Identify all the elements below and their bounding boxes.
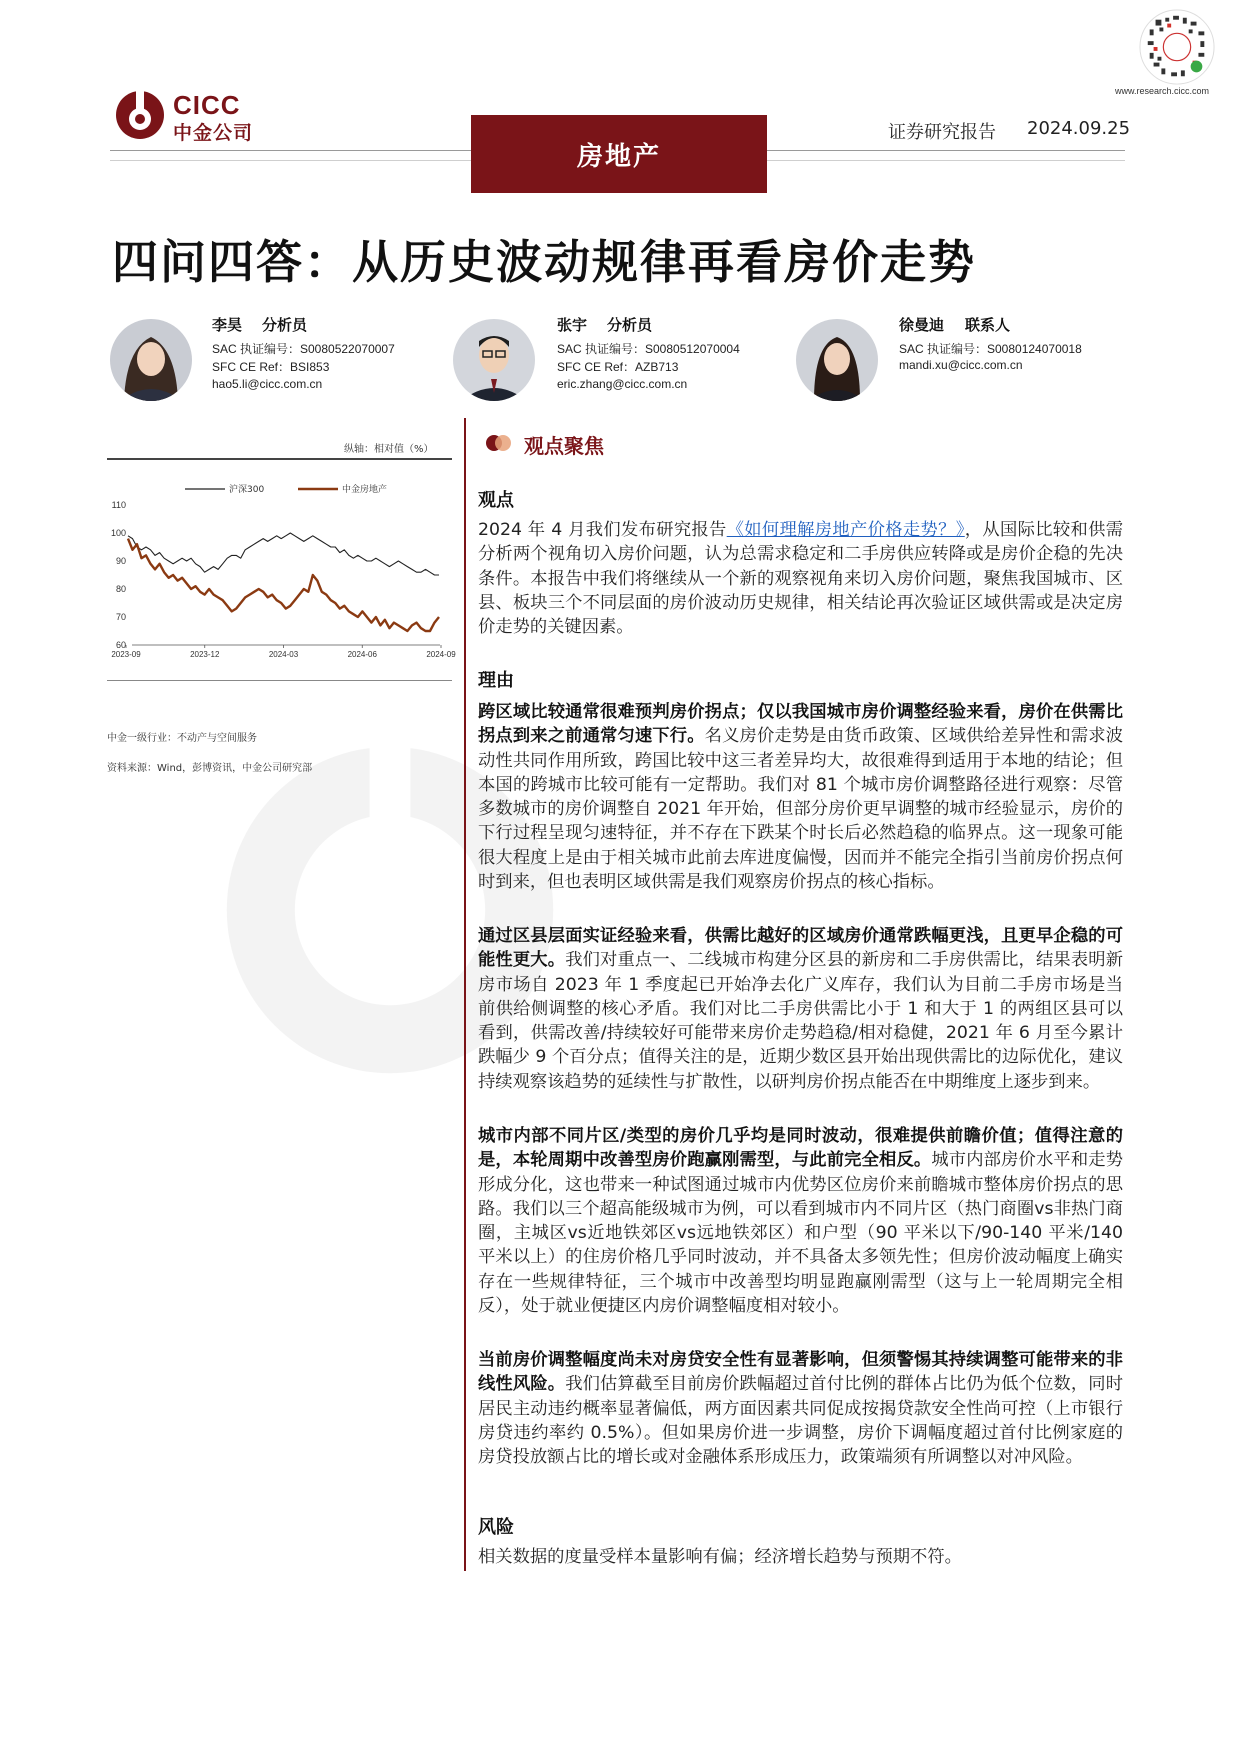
reason-paragraph-1 bbox=[478, 700, 1123, 894]
x-tick-label: 2024-09 bbox=[426, 650, 456, 659]
reason-paragraph-2 bbox=[478, 924, 1123, 1094]
author-2-role: 分析员 bbox=[607, 316, 653, 334]
author-1-name: 李昊 bbox=[212, 316, 243, 334]
x-tick-label: 2023-09 bbox=[111, 650, 141, 659]
author-1-email[interactable]: hao5.li@cicc.com.cn bbox=[212, 377, 323, 391]
y-tick-label: 70 bbox=[115, 612, 126, 622]
y-tick-label: 90 bbox=[115, 556, 126, 566]
reason-heading: 理由 bbox=[478, 670, 514, 691]
column-divider bbox=[464, 418, 466, 1571]
author-3-sac: SAC 执证编号：S0080124070018 bbox=[899, 342, 1082, 356]
author-1-sac: SAC 执证编号：S0080522070007 bbox=[212, 342, 395, 356]
author-1-role: 分析员 bbox=[262, 316, 308, 334]
y-tick-label: 100 bbox=[110, 528, 126, 538]
risk-heading: 风险 bbox=[478, 1517, 514, 1538]
author-2-email[interactable]: eric.zhang@cicc.com.cn bbox=[557, 377, 688, 391]
x-tick-label: 2024-03 bbox=[268, 650, 299, 659]
report-link[interactable]: 《如何理解房地产价格走势？》 bbox=[726, 520, 965, 540]
author-3-email[interactable]: mandi.xu@cicc.com.cn bbox=[899, 358, 1023, 372]
avatar-author-1 bbox=[110, 319, 192, 401]
reason-paragraph-3 bbox=[478, 1124, 1123, 1318]
chart-bottom-rule bbox=[107, 680, 452, 681]
focus-section-icon bbox=[484, 434, 512, 452]
author-1-sfc: SFC CE Ref：BSI853 bbox=[212, 360, 330, 374]
reason-4-lead: 当前房价调整幅度尚未对房贷安全性有显著影响，但须警惕其持续调整可能带来的非线性风险。 bbox=[478, 1350, 1123, 1395]
viewpoint-heading: 观点 bbox=[478, 490, 514, 511]
risk-paragraph: 相关数据的度量受样本量影响有偏；经济增长趋势与预期不符。 bbox=[478, 1547, 962, 1567]
logo-text-cn: 中金公司 bbox=[173, 122, 254, 144]
qr-url[interactable]: www.research.cicc.com bbox=[1115, 86, 1210, 96]
series-line-csi300 bbox=[128, 533, 439, 575]
reason-2-body: 我们对重点一、二线城市构建分区县的新房和二手房供需比，结果表明新房市场自 2023 年 1 季度起已开始净去化广义库存，我们认为目前二手房市场是当前供给侧调整的核心矛盾。我们对比二手房供需比小于 1 和大于 1 的两组区县可以看到，供需改善/持续较好可能带来房价走势趋稳/相对稳健，2021 年 6 月至今累计跌幅少 9 个百分点；值得关注的是，近期少数区县开始出现供需比的边际优化，建议持续观察该趋势的延续性与扩散性，以研判房价拐点能否在中期维度上逐步到来。 bbox=[478, 950, 1123, 1092]
reason-2-lead: 通过区县层面实证经验来看，供需比越好的区域房价通常跌幅更浅，且更早企稳的可能性更大。 bbox=[478, 926, 1123, 971]
sector-badge: 房地产 bbox=[471, 115, 767, 193]
avatar-author-3 bbox=[796, 319, 878, 401]
cicc-logo-icon bbox=[115, 90, 165, 140]
viewpoint-text-pre: 2024 年 4 月我们发布研究报告 bbox=[478, 520, 727, 540]
chart-top-rule bbox=[107, 458, 452, 460]
report-date: 2024.09.25 bbox=[1027, 118, 1131, 139]
reason-paragraph-4 bbox=[478, 1348, 1123, 1469]
relative-performance-chart bbox=[100, 470, 460, 675]
author-3-name: 徐曼迪 bbox=[899, 316, 945, 334]
reason-3-body: 城市内部房价水平和走势形成分化，这也带来一种试图通过城市内优势区位房价来前瞻城市整体房价拐点的思路。我们以三个超高能级城市为例，可以看到城市内不同片区（热门商圈vs非热门商圈，主城区vs近地铁郊区vs远地铁郊区）和户型（90 平米以下/90-140 平米/140 平米以上）的住房价格几乎同时波动，并不具备太多领先性；但房价波动幅度上确实存在一些规律特征，三个城市中改善型均明显跑赢刚需型（这与上一轮周期完全相反），处于就业便捷区内房价调整幅度相对较小。 bbox=[478, 1150, 1123, 1317]
reason-3-lead: 城市内部不同片区/类型的房价几乎均是同时波动，很难提供前瞻价值；值得注意的是，本轮周期中改善型房价跑赢刚需型，与此前完全相反。 bbox=[478, 1126, 1123, 1171]
logo-text-en: CICC bbox=[173, 90, 241, 120]
x-tick-label: 2024-06 bbox=[347, 650, 377, 659]
author-2-sac: SAC 执证编号：S0080512070004 bbox=[557, 342, 740, 356]
chart-unit-label: 纵轴：相对值（%） bbox=[344, 444, 434, 455]
y-tick-label: 80 bbox=[115, 584, 126, 594]
report-type: 证券研究报告 bbox=[888, 122, 996, 143]
industry-note: 中金一级行业：不动产与空间服务 bbox=[107, 733, 257, 744]
focus-section-title: 观点聚焦 bbox=[524, 434, 604, 458]
author-3-role: 联系人 bbox=[965, 316, 1011, 334]
avatar-author-2 bbox=[453, 319, 535, 401]
report-title: 四问四答：从历史波动规律再看房价走势 bbox=[112, 235, 976, 289]
source-note: 资料来源：Wind，彭博资讯，中金公司研究部 bbox=[107, 763, 313, 774]
reason-1-lead: 跨区域比较通常很难预判房价拐点；仅以我国城市房价调整经验来看，房价在供需比拐点到来之前通常匀速下行。 bbox=[478, 702, 1123, 747]
series-line-cicc-real-estate bbox=[128, 539, 439, 631]
y-tick-label: 110 bbox=[111, 500, 126, 510]
viewpoint-paragraph bbox=[478, 518, 1123, 639]
viewpoint-text-post: ，从国际比较和供需分析两个视角切入房价问题，认为总需求稳定和二手房供应转降或是房价企稳的先决条件。本报告中我们将继续从一个新的观察视角来切入房价问题，聚焦我国城市、区县、板块三个不同层面的房价波动历史规律，相关结论再次验证区域供需或是决定房价走势的关键因素。 bbox=[478, 520, 1123, 638]
legend-label: 沪深300 bbox=[229, 485, 265, 495]
legend-label: 中金房地产 bbox=[342, 485, 388, 495]
qr-code-icon[interactable] bbox=[1138, 8, 1216, 86]
reason-1-body: 名义房价走势是由货币政策、区域供给差异性和需求波动性共同作用所致，跨国比较中这三者差异均大，故很难得到适用于本地的结论；但本国的跨城市比较可能有一定帮助。我们对 81 个城市房价调整路径进行观察：尽管多数城市的房价调整自 2021 年开始，但部分房价更早调整的城市经验显示，房价的下行过程呈现匀速特征，并不存在下跌某个时长后必然趋稳的临界点。这一现象可能很大程度上是由于相关城市此前去库进度偏慢，因而并不能完全指引当前房价拐点何时到来，但也表明区域供需是我们观察房价拐点的核心指标。 bbox=[478, 726, 1123, 893]
reason-4-body: 我们估算截至目前房价跌幅超过首付比例的群体占比仍为低个位数，同时居民主动违约概率显著偏低，两方面因素共同促成按揭贷款安全性尚可控（上市银行房贷违约率约 0.5%）。但如果房价进一步调整，房价下调幅度超过首付比例家庭的房贷投放额占比的增长或对金融体系形成压力，政策端须有所调整以对冲风险。 bbox=[478, 1374, 1123, 1468]
author-2-name: 张宇 bbox=[557, 316, 588, 334]
author-2-sfc: SFC CE Ref：AZB713 bbox=[557, 360, 679, 374]
x-tick-label: 2023-12 bbox=[190, 650, 220, 659]
y-tick-label: 60 bbox=[115, 640, 126, 650]
